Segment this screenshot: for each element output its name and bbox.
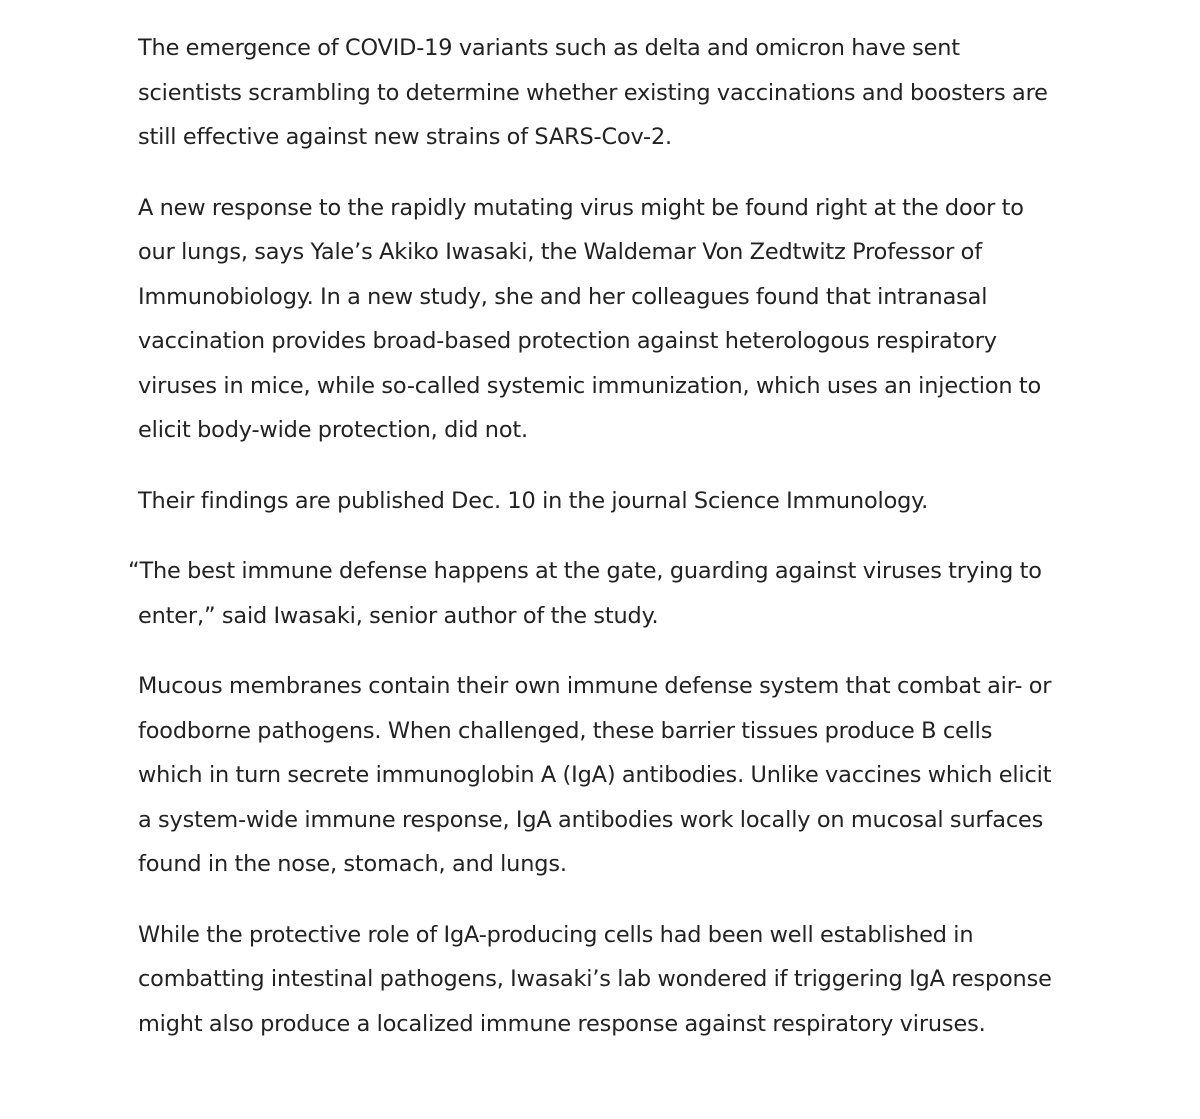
paragraph-publication: Their findings are published Dec. 10 in the journal Science Immunology. [138, 487, 929, 514]
paragraph-iga-role: While the protective role of IgA-producing cells had been well established in combatting intestinal pathogens, Iwasaki’s lab wondered if triggering IgA response might also produce a localized immune response against respiratory viruses. [138, 921, 1052, 1037]
paragraph-mucous-membranes: Mucous membranes contain their own immune defense system that combat air- or foodborne pathogens. When challenged, these barrier tissues produce B cells which in turn secrete immunoglobin A (IgA) antibodies. Unlike vaccines which elicit a system-wide immune response, IgA antibodies work locally on mucosal surfaces found in the nose, stomach, and lungs. [138, 673, 1052, 877]
paragraph-variants-intro: The emergence of COVID-19 variants such as delta and omicron have sent scientists scrambling to determine whether existing vaccinations and boosters are still effective against new strains of SARS-Cov-2. [138, 35, 1048, 150]
paragraph-quote: “The best immune defense happens at the gate, guarding against viruses trying to enter,” said Iwasaki, senior author of the study. [128, 558, 1042, 629]
article-body [128, 26, 1058, 1072]
paragraph-intranasal-study: A new response to the rapidly mutating virus might be found right at the door to our lungs, says Yale’s Akiko Iwasaki, the Waldemar Von Zedtwitz Professor of Immunobiology. In a new study, she and her colleagues found that intranasal vaccination provides broad-based protection against heterologous respiratory viruses in mice, while so-called systemic immunization, which uses an injection to elicit body-wide protection, did not. [138, 194, 1042, 443]
